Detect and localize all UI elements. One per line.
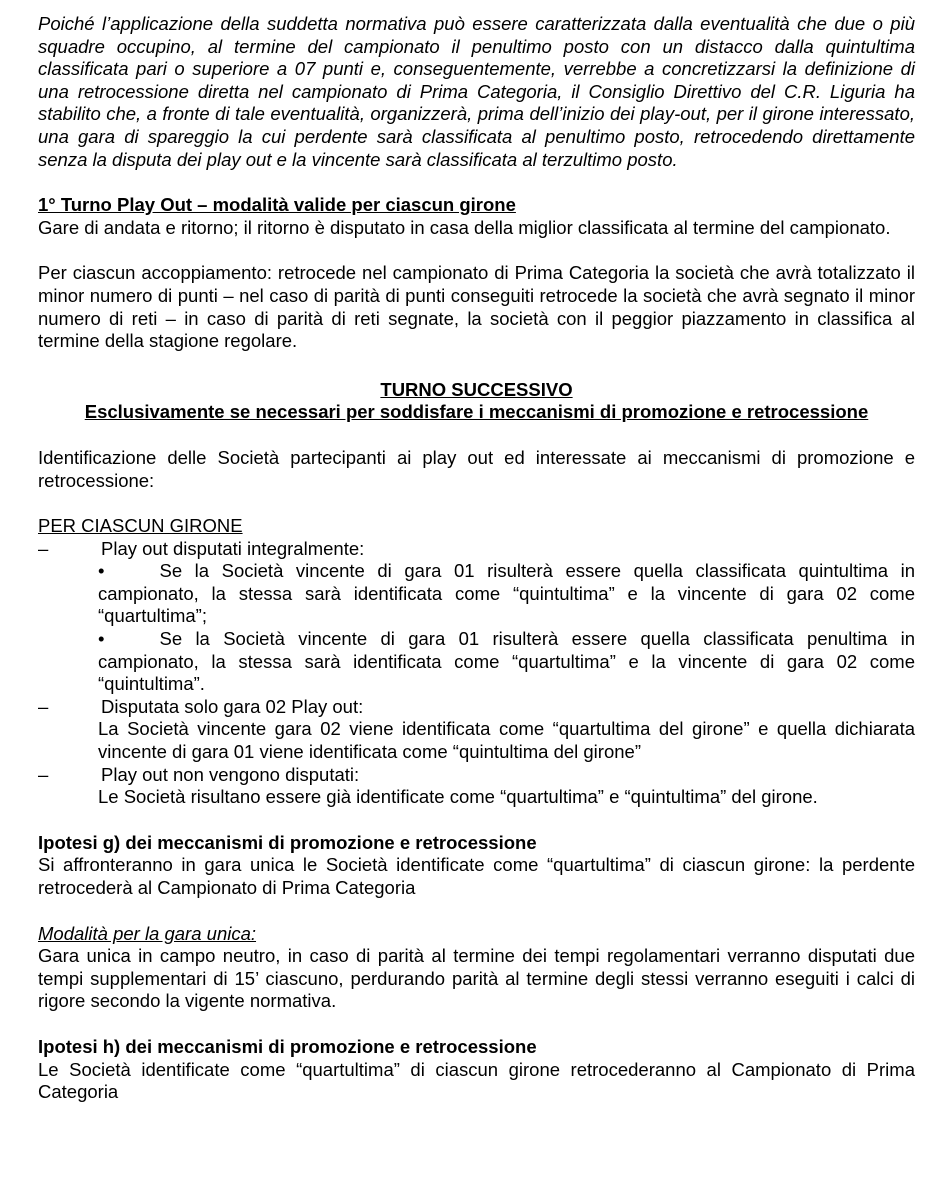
heading-ipotesi-g: Ipotesi g) dei meccanismi di promozione e retrocessione	[38, 831, 537, 853]
primo-turno-paragraph-2: Per ciascun accoppiamento: retrocede nel campionato di Prima Categoria la società che avrà totalizzato il minor numero di punti – nel caso di parità di punti conseguiti retrocede la società che avrà segnato il minor numero di reti – in caso di parità di reti segnate, la società con il peggior piazzamento in classifica al termine della stagione regolare.	[38, 262, 915, 352]
dash-marker: –	[38, 695, 49, 717]
intro-paragraph: Poiché l’applicazione della suddetta normativa può essere caratterizzata dalla eventualità che due o più squadre occupino, al termine del campionato il penultimo posto con un distacco dalla quintultima classificata pari o superiore a 07 punti e, conseguentemente, verrebbe a concretizzarsi la definizione di una retrocessione diretta nel campionato di Prima Categoria, il Consiglio Direttivo del C.R. Liguria ha stabilito che, a fronte di tale eventualità, organizzerà, prima dell’inizio dei play-out, per il girone interessato, una gara di spareggio la cui perdente sarà classificata al penultimo posto, retrocedendo direttamente senza la disputa dei play out e la vincente sarà classificata al terzultimo posto.	[38, 13, 915, 170]
bullet-item-penultima	[98, 628, 915, 696]
heading-modalita-gara-unica: Modalità per la gara unica:	[38, 922, 257, 944]
bullet-marker: •	[98, 560, 105, 582]
heading-primo-turno-playout: 1° Turno Play Out – modalità valide per ciascun girone	[38, 194, 516, 216]
list-item-solo-gara-02-body: La Società vincente gara 02 viene identificata come “quartultima del girone” e quella dichiarata vincente di gara 01 viene identificata come “quintultima del girone”	[98, 718, 915, 763]
modalita-gara-unica-body: Gara unica in campo neutro, in caso di parità al termine dei tempi regolamentari verranno disputati due tempi supplementari di 15’ ciascuno, perdurando parità al termine degli stessi verranno eseguiti i calci di rigore secondo la vigente normativa.	[38, 945, 915, 1012]
list-item-non-disputati-body: Le Società risultano essere già identificate come “quartultima” e “quintultima” del girone.	[98, 786, 818, 808]
heading-per-ciascun-girone: PER CIASCUN GIRONE	[38, 515, 243, 537]
list-item-label: Play out non vengono disputati:	[101, 763, 360, 785]
heading-ipotesi-h: Ipotesi h) dei meccanismi di promozione e retrocessione	[38, 1035, 537, 1057]
dash-marker: –	[38, 763, 49, 785]
bullet-marker: •	[98, 628, 105, 650]
bullet-item-quintultima	[98, 560, 915, 628]
ipotesi-h-body: Le Società identificate come “quartultima” di ciascun girone retrocederanno al Campionato di Prima Categoria	[38, 1058, 915, 1103]
bullet-item-text: Se la Società vincente di gara 01 risulterà essere quella classificata penultima in campionato, la stessa sarà identificata come “quartultima” e la vincente di gara 02 come “quintultima”.	[98, 628, 915, 695]
subheading-turno-successivo: Esclusivamente se necessari per soddisfare i meccanismi di promozione e retrocessione	[84, 401, 869, 423]
list-item-playout-integrali	[38, 538, 915, 561]
primo-turno-paragraph-1: Gare di andata e ritorno; il ritorno è disputato in casa della miglior classificata al termine del campionato.	[38, 216, 891, 238]
dash-marker: –	[38, 537, 49, 559]
list-item-non-disputati	[38, 764, 915, 787]
ipotesi-g-body: Si affronteranno in gara unica le Società identificate come “quartultima” di ciascun girone: la perdente retrocederà al Campionato di Prima Categoria	[38, 854, 915, 898]
heading-turno-successivo: TURNO SUCCESSIVO	[380, 378, 573, 400]
list-item-label: Play out disputati integralmente:	[101, 537, 365, 559]
list-item-solo-gara-02	[38, 696, 915, 719]
list-item-label: Disputata solo gara 02 Play out:	[101, 695, 364, 717]
bullet-item-text: Se la Società vincente di gara 01 risulterà essere quella classificata quintultima in campionato, la stessa sarà identificata come “quintultima” e la vincente di gara 02 come “quartultima”;	[98, 560, 915, 627]
identificazione-paragraph: Identificazione delle Società partecipanti ai play out ed interessate ai meccanismi di promozione e retrocessione:	[38, 446, 915, 491]
